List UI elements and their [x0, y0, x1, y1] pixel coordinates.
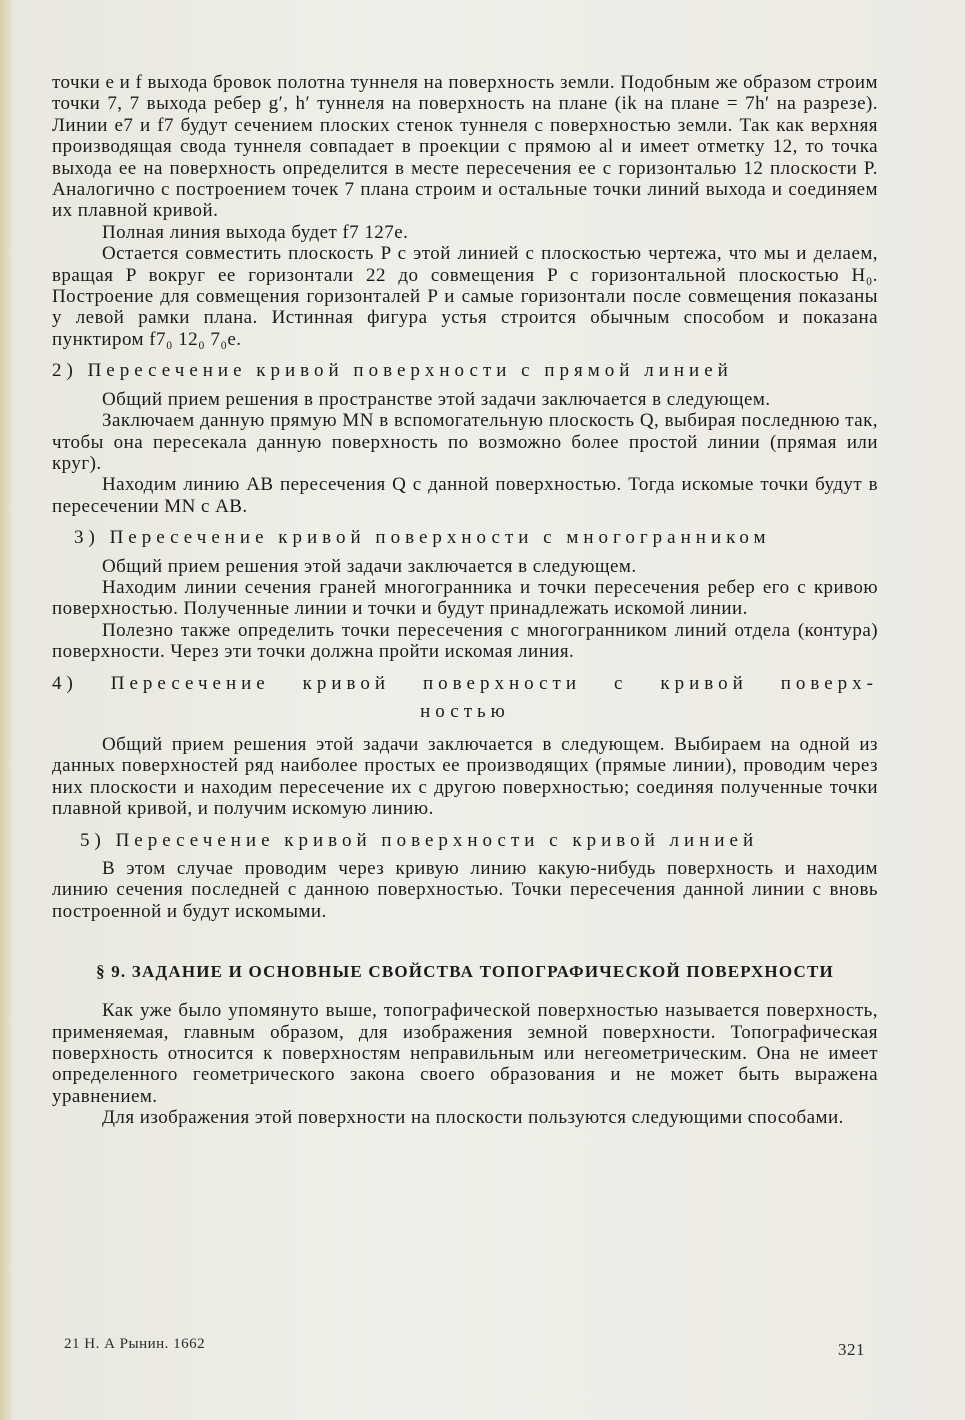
paragraph-polyhedron-method: Общий прием решения этой задачи заключается в следующем.: [102, 555, 637, 577]
paragraph-polyhedron-faces: Находим линии сечения граней многогранника и точки пересечения ребер его с кривою поверхностью. Полученные линии и точки и будут принадлежать искомой линии.: [52, 576, 878, 620]
paragraph-representation-methods: Для изображения этой поверхности на плоскости пользуются следующими способами.: [102, 1107, 844, 1129]
paragraph-curve-method: В этом случае проводим через кривую линию какую-нибудь поверхность и находим линию сечения последней с данною поверхностью. Точки пересечения данной линии с вновь построенной и будут искомыми.: [52, 858, 878, 922]
paragraph-full-exit-line: Полная линия выхода будет f7 127e.: [102, 221, 409, 243]
paragraph-contour-lines: Полезно также определить точки пересечения с многогранником линий отдела (контура) поверхности. Через эти точки должна пройти искомая линия.: [52, 619, 878, 663]
page-content: [52, 72, 878, 1129]
heading-surface-surface-intersection: 4) Пересечение кривой поверхности с кривой поверх-: [52, 672, 878, 694]
paragraph-find-line-ab: Находим линию AB пересечения Q с данной поверхностью. Тогда искомые точки будут в пересечении MN с AB.: [52, 474, 878, 517]
heading-surface-line-intersection: 2) Пересечение кривой поверхности с прямой линией: [52, 360, 733, 382]
paragraph-topographic-definition: Как уже было упомянуто выше, топографической поверхностью называется поверхность, применяемая, главным образом, для изображения земной поверхности. Топографическая поверхность относится к поверхностям неправильным или негеометрическим. Она не имеет определенного геометрического закона своего образования и не может быть выражена уравнением.: [52, 1000, 878, 1107]
heading-surface-curve-intersection: 5) Пересечение кривой поверхности с кривой линией: [80, 829, 759, 851]
paragraph-plane-rotation: Остается совместить плоскость P с этой линией с плоскостью чертежа, что мы и делаем, вращая P вокруг ее горизонтали 22 до совмещения P с горизонтальной плоскостью H₀. Построение для совмещения горизонталей P и самые горизонтали после совмещения показаны у левой рамки плана. Истинная фигура устья строится обычным способом и показана пунктиром f7₀ 12₀ 7₀e.: [52, 243, 878, 350]
paragraph-auxiliary-plane: Заключаем данную прямую MN в вспомогательную плоскость Q, выбирая последнюю так, чтобы она пересекала данную поверхность по возможно более простой линии (прямая или круг).: [52, 410, 878, 474]
paragraph-tunnel-exit-points: точки e и f выхода бровок полотна туннеля на поверхность земли. Подобным же образом строим точки 7, 7 выхода ребер g′, h′ туннеля на поверхность на плане (ik на плане = 7h′ на разрезе). Линии e7 и f7 будут сечением плоских стенок туннеля с поверхностью земли. Так как верхняя производящая свода туннеля совпадает в проекции с прямою al и имеет отметку 12, то точка выхода ее на поверхность определится в месте пересечения ее с горизонталью 12 плоскости P. Аналогично с построением точек 7 плана строим и остальные точки линий выхода и соединяем их плавной кривой.: [52, 72, 878, 222]
printer-signature: 21 Н. А Рынин. 1662: [64, 1336, 206, 1352]
paragraph-two-surfaces-method: Общий прием решения этой задачи заключается в следующем. Выбираем на одной из данных поверхностей ряд наиболее простых ее производящих (прямые линии), проводим через них плоскости и находим пересечение их с другою поверхностью; соединяя полученные точки плавной кривой, и получим искомую линию.: [52, 733, 878, 820]
page-footer: [64, 1336, 865, 1359]
section-title-topographic-surface: § 9. ЗАДАНИЕ И ОСНОВНЫЕ СВОЙСТВА ТОПОГРАФИЧЕСКОЙ ПОВЕРХНОСТИ: [96, 962, 834, 982]
paragraph-general-method: Общий прием решения в пространстве этой задачи заключается в следующем.: [102, 388, 771, 410]
page-number: 321: [838, 1340, 865, 1359]
heading-surface-polyhedron-intersection: 3) Пересечение кривой поверхности с многогранником: [74, 527, 771, 549]
heading-surface-surface-continuation: ностью: [420, 700, 510, 722]
